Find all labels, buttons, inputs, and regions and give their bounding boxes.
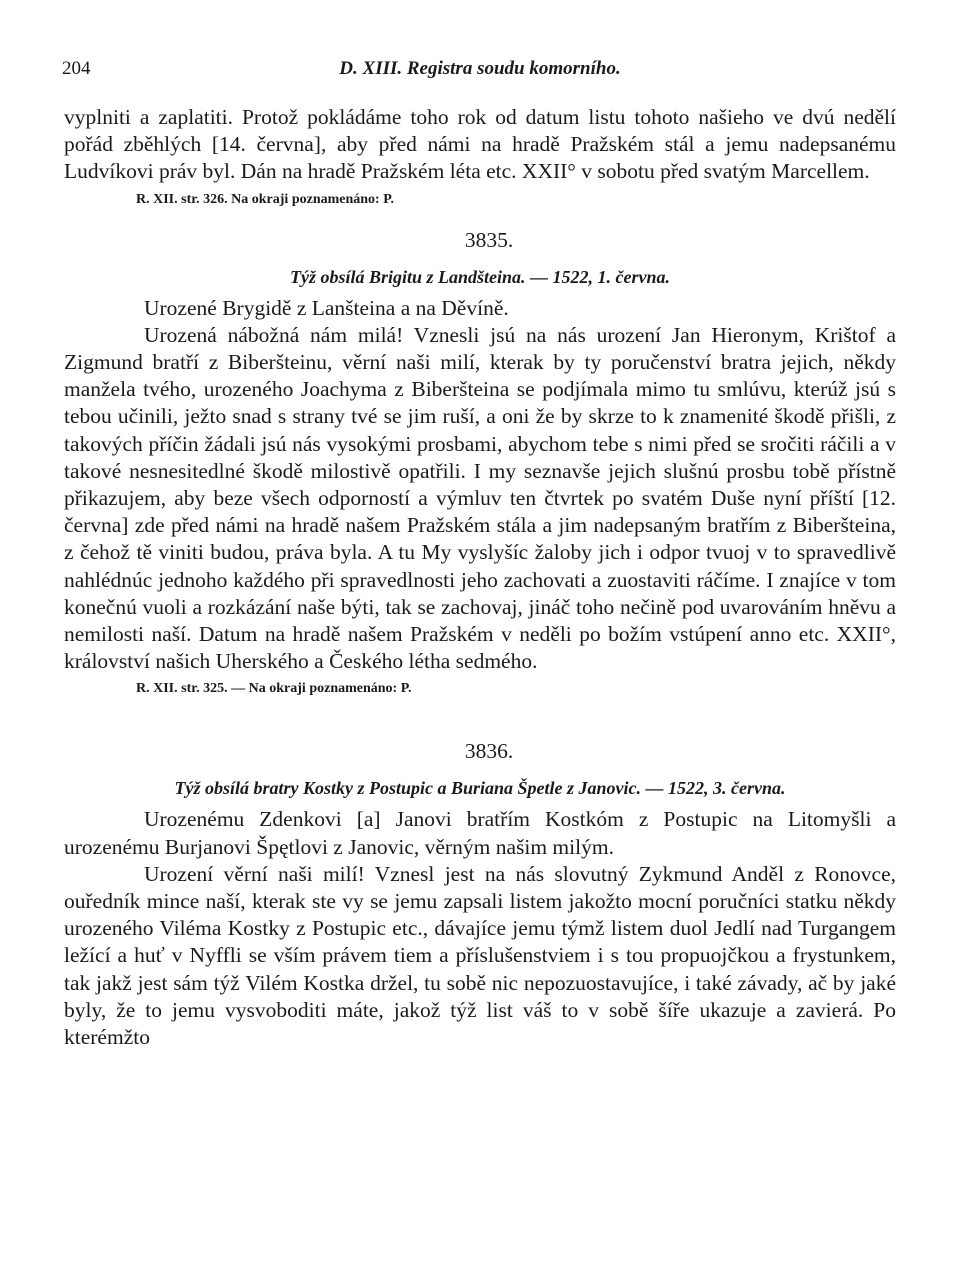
document-title: Týž obsílá Brigitu z Landšteina. — 1522, 1. června. [289,266,671,287]
document-body: Urozená nábožná nám milá! Vznesli jsú na nás urození Jan Hieronym, Krištof a Zigmund bratří z Biberšteinu, věrní naši milí, kterak by ty poručenství bratra jejich, někdy manžela tvého, urozeného Joachyma z Biberšteina se podjímala mimo tu smlúvu, kterúž jsú s tebou učinili, ježto snad s strany tvé se jim ruší, a oni že by skrze to k znamenité škodě přišli, z takových příčin žádali jsú nás vysokými prosbami, abychom tebe s nimi před se sročiti ráčili a v takové nesnesitedlné škodě milostivě opatřili. I my seznavše jejich slušnú prosbu tobě přístně přikazujem, aby beze všech odporností a výmluv ten čtvrtek po svatém Duše nyní příští [12. června] zde před námi na hradě našem Pražském stála a jim nadepsaným bratřím z Biberšteina, z čehož tě viniti budou, práva byla. A tu My vyslyšíc žaloby jich i odpor tvuoj v to spravedlivě nahlédnúc jednoho každého při spravedlnosti jeho zachovati a zuostaviti ráčíme. I znajíce v tom konečnú vuoli a rozkázání naše býti, tak se zachovaj, jináč toho nečině pod uvarováním hněvu a nemilosti naší. Datum na hradě našem Pražském v neděli po božím vstúpení anno etc. XXII°, království našich Uherského a Českého létha sedmého. [64,322,896,674]
document-address: Urozenému Zdenkovi [a] Janovi bratřím Kostkóm z Postupic na Litomyšli a urozenému Burjanovi Špętlovi z Janovic, věrným našim milým. [64,807,896,859]
running-head [64,58,896,88]
source-note: R. XII. str. 325. — Na okraji poznamenáno: P. [136,681,412,697]
continuation-paragraph: vyplniti a zaplatiti. Protož pokládáme toho rok od datum listu tohoto našieho ve dvú nedělí pořád zběhlých [14. června], aby před námi na hradě Pražském stál a jemu nadepsanému Ludvíkovi práv byl. Dán na hradě Pražském léta etc. XXII° v sobotu před svatým Marcellem. [64,105,896,184]
source-note: R. XII. str. 326. Na okraji poznamenáno: P. [136,191,394,207]
document-number: 3835. [464,227,514,252]
document-title: Týž obsílá bratry Kostky z Postupic a Buriana Špetle z Janovic. — 1522, 3. června. [174,778,786,799]
document-page [64,58,896,1051]
running-title: D. XIII. Registra soudu komorního. [339,58,621,79]
document-body: Urození věrní naši milí! Vznesl jest na nás slovutný Zykmund Anděl z Ronovce, ouředník mince naší, kterak ste vy se jemu zapsali listem jakožto mocní poručníci statku někdy urozeného Viléma Kostky z Postupic etc., dávajíce jemu týmž listem duol Jedlí nad Turgangem ležící a huť v Nyffli se vším právem tiem a příslušenstviem i s tou propuojčkou a frystunkem, tak jakž jest sám týž Vilém Kostka držel, tu sobě nic nepozuostavujíce, i také závady, ač by jaké byly, že to jemu vysvoboditi máte, jakož týž list váš to v sobě šíře ukazuje a zavierá. Po kterémžto [64,861,896,1050]
document-address: Urozené Brygidě z Lanšteina a na Děvíně. [144,295,509,320]
page-number: 204 [62,58,91,79]
document-number: 3836. [464,739,514,764]
